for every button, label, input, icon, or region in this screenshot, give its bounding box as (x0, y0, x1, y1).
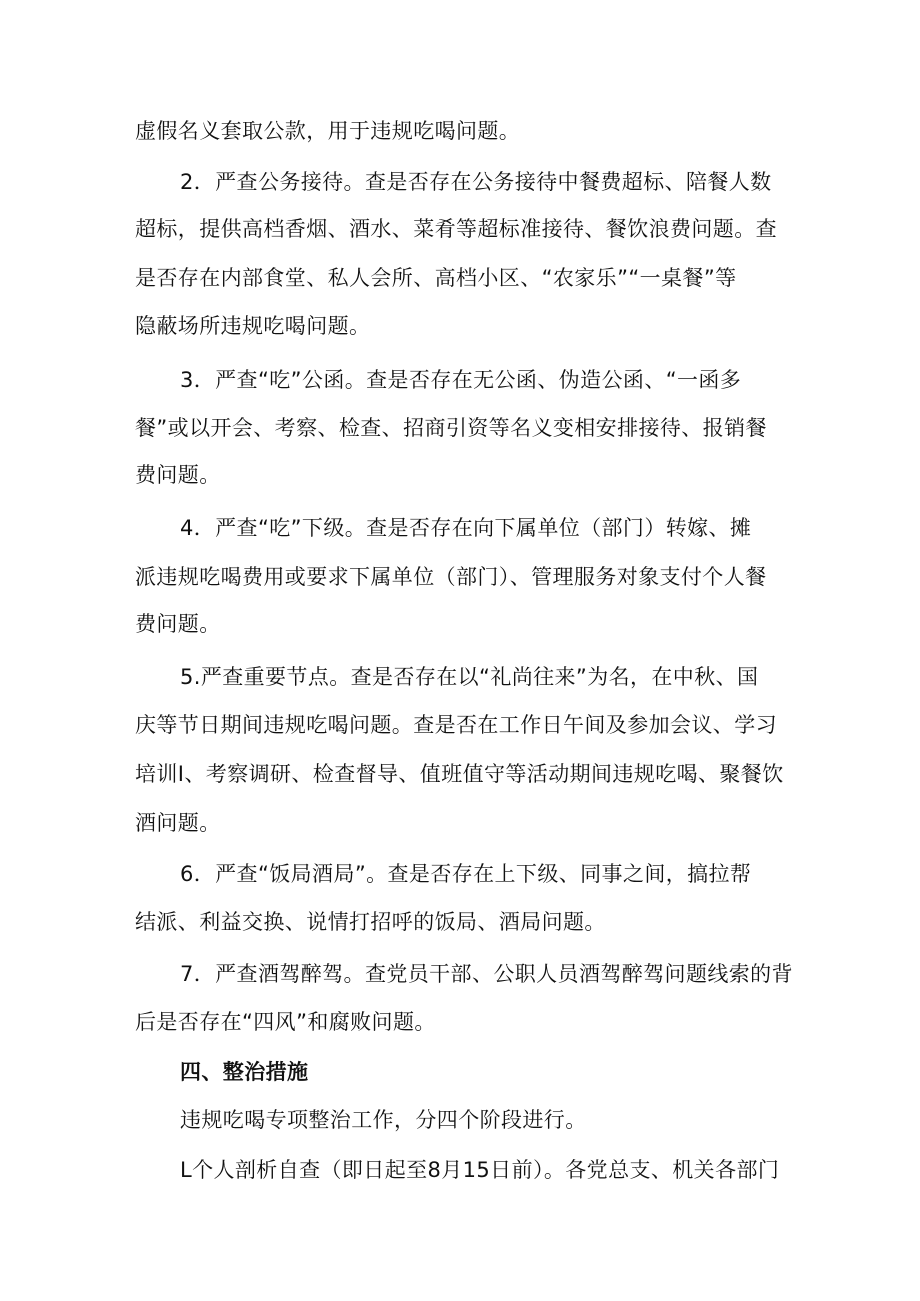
body-line: 违规吃喝专项整治工作，分四个阶段进行。 (180, 1108, 587, 1132)
body-line: 隐蔽场所违规吃喝问题。 (135, 314, 371, 338)
section-heading: 四、整治措施 (180, 1060, 309, 1084)
list-item-4-line: 4．严查“吃”下级。查是否存在向下属单位（部门）转嫁、摊 (180, 516, 752, 540)
body-line: 结派、利益交换、说情打招呼的饭局、酒局问题。 (135, 910, 606, 934)
list-item-5-line: 5.严查重要节点。查是否存在以“礼尚往来”为名，在中秋、国 (180, 665, 759, 689)
body-line: 派违规吃喝费用或要求下属单位（部门）、管理服务对象支付个人餐 (135, 565, 767, 589)
body-line: 后是否存在“四风”和腐败问题。 (135, 1010, 436, 1034)
body-line: 是否存在内部食堂、私人会所、高档小区、“农家乐”“一桌餐”等 (135, 266, 737, 290)
body-line: 酒问题。 (135, 811, 221, 835)
body-line: 费问题。 (135, 463, 221, 487)
body-line: 费问题。 (135, 612, 221, 636)
body-line: 培训I、考察调研、检查督导、值班值守等活动期间违规吃喝、聚餐饮 (135, 762, 784, 786)
list-item-7-line: 7．严查酒驾醉驾。查党员干部、公职人员酒驾醉驾问题线索的背 (180, 962, 793, 986)
body-line: 餐”或以开会、考察、检查、招商引资等名义变相安排接待、报销餐 (135, 416, 767, 440)
list-item-3-line: 3．严查“吃”公函。查是否存在无公函、伪造公函、“一函多 (180, 368, 742, 392)
body-line: 庆等节日期间违规吃喝问题。查是否在工作日午间及参加会议、学习 (135, 713, 777, 737)
body-line: 超标，提供高档香烟、酒水、菜肴等超标准接待、餐饮浪费问题。查 (135, 217, 777, 241)
body-line: 虚假名义套取公款，用于违规吃喝问题。 (135, 119, 521, 143)
body-line: L个人剖析自查（即日起至8月15日前）。各党总支、机关各部门 (180, 1158, 780, 1182)
list-item-2-line: 2．严查公务接待。查是否存在公务接待中餐费超标、陪餐人数 (180, 170, 772, 194)
list-item-6-line: 6．严查“饭局酒局”。查是否存在上下级、同事之间，搞拉帮 (180, 862, 752, 886)
